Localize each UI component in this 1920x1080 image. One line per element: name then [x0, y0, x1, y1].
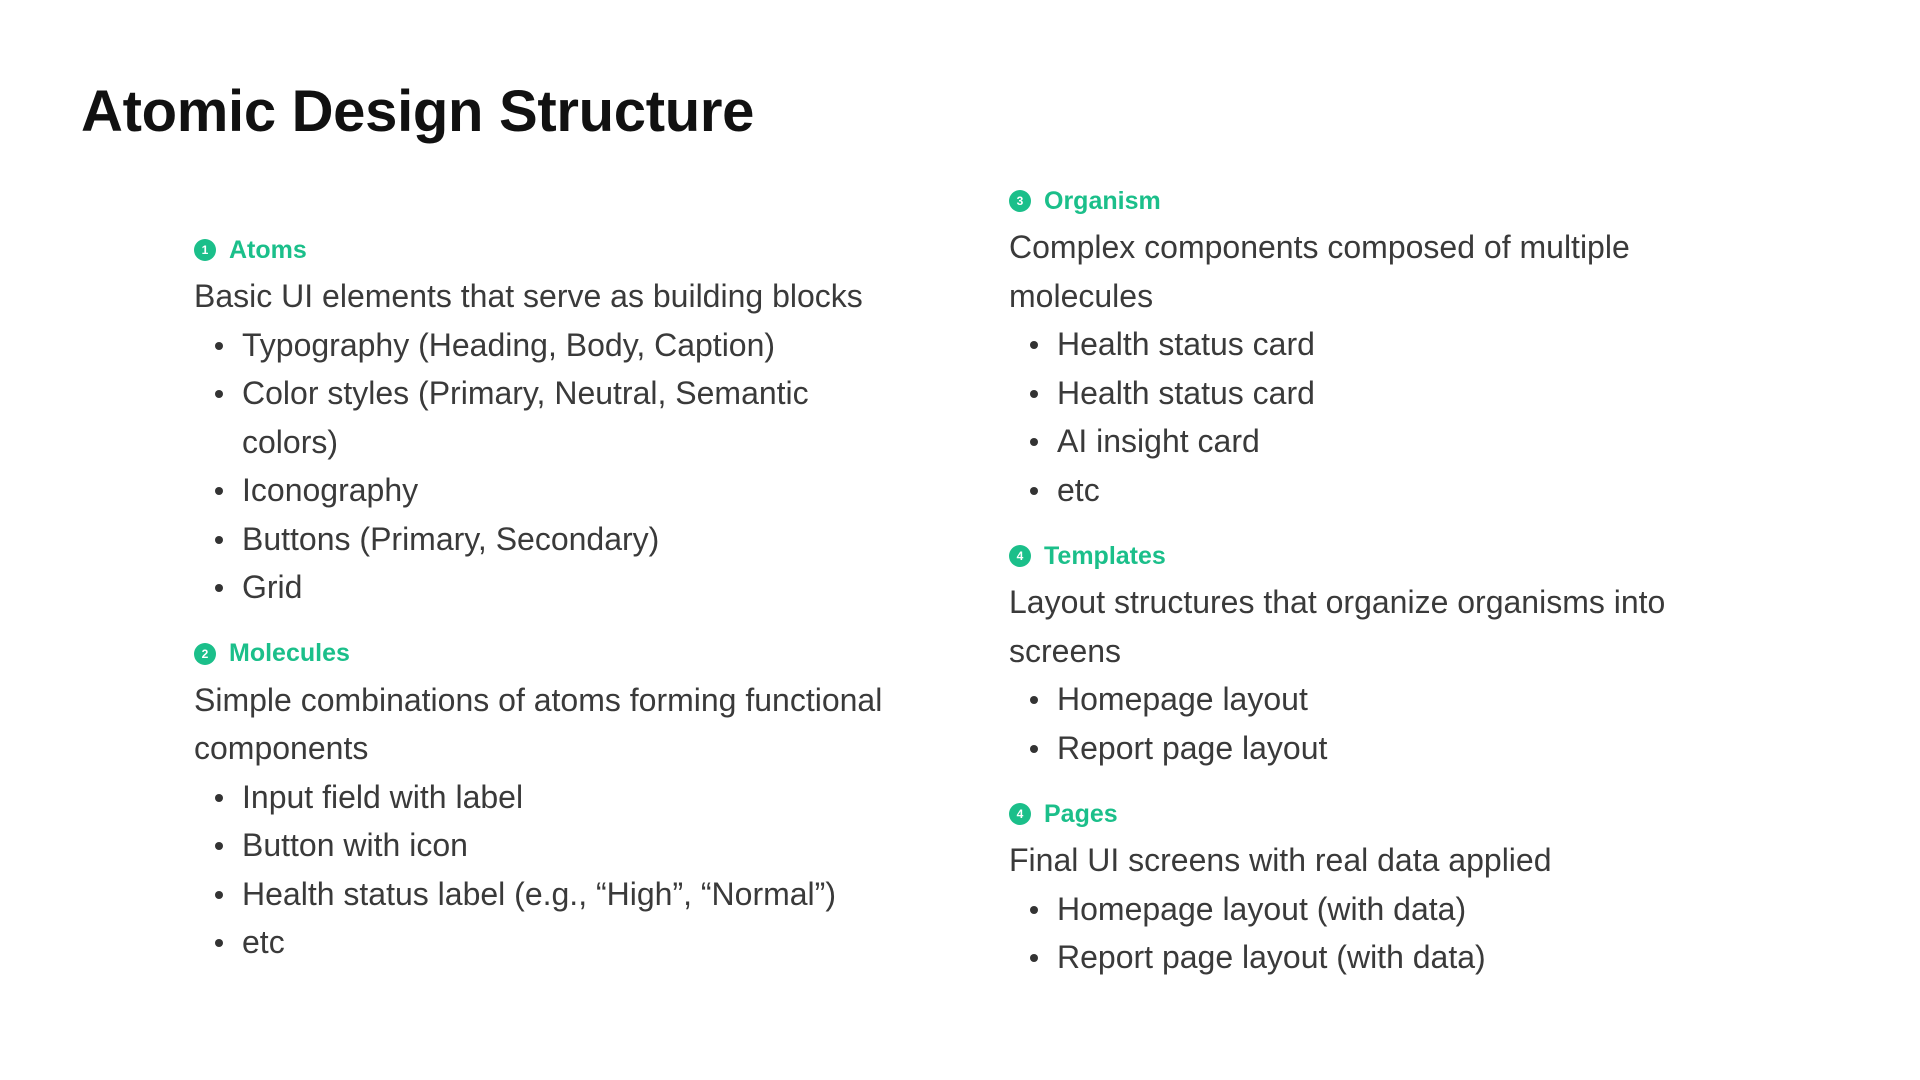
- section-title: Atoms: [229, 235, 307, 264]
- list-item: Report page layout (with data): [1057, 933, 1769, 982]
- list-item: Typography (Heading, Body, Caption): [242, 321, 902, 370]
- list-item: Homepage layout (with data): [1057, 885, 1769, 934]
- section-header: [1009, 538, 1769, 574]
- list-item: Input field with label: [242, 773, 902, 822]
- section-header: [194, 636, 954, 672]
- section-title: Molecules: [229, 639, 350, 667]
- number-badge-icon: 1: [194, 239, 216, 261]
- bullet-list: [194, 321, 954, 612]
- list-item: Health status label (e.g., “High”, “Normal”): [242, 870, 902, 919]
- list-item: Grid: [242, 563, 902, 612]
- list-item: Iconography: [242, 466, 902, 515]
- number-badge-icon: 4: [1009, 545, 1031, 567]
- section-title: Organism: [1044, 186, 1161, 215]
- list-item: Button with icon: [242, 821, 902, 870]
- section-pages: [1009, 796, 1769, 982]
- right-column: [1009, 183, 1769, 1006]
- list-item: Health status card: [1057, 320, 1769, 369]
- section-organism: [1009, 183, 1769, 514]
- number-badge-icon: 4: [1009, 803, 1031, 825]
- section-description: Final UI screens with real data applied: [1009, 842, 1552, 878]
- section-title: Templates: [1044, 541, 1166, 570]
- bullet-list: [1009, 885, 1769, 982]
- section-title: Pages: [1044, 799, 1118, 828]
- section-templates: [1009, 538, 1769, 772]
- list-item: Color styles (Primary, Neutral, Semantic colors): [242, 369, 902, 466]
- section-molecules: [194, 636, 954, 967]
- section-description: Layout structures that organize organisms into screens: [1009, 584, 1666, 669]
- list-item: etc: [1057, 466, 1769, 515]
- section-description: Simple combinations of atoms forming functional components: [194, 681, 883, 766]
- bullet-list: [1009, 320, 1769, 514]
- section-header: [1009, 183, 1769, 219]
- bullet-list: [194, 773, 954, 967]
- list-item: Health status card: [1057, 369, 1769, 418]
- number-badge-icon: 2: [194, 643, 216, 665]
- list-item: Report page layout: [1057, 724, 1769, 773]
- list-item: Homepage layout: [1057, 675, 1769, 724]
- page-title: Atomic Design Structure: [81, 79, 755, 144]
- section-header: [194, 232, 954, 268]
- section-header: [1009, 796, 1769, 832]
- list-item: AI insight card: [1057, 417, 1769, 466]
- section-atoms: [194, 232, 954, 612]
- section-description: Complex components composed of multiple molecules: [1009, 229, 1630, 314]
- list-item: Buttons (Primary, Secondary): [242, 515, 902, 564]
- left-column: [194, 232, 954, 991]
- bullet-list: [1009, 675, 1769, 772]
- list-item: etc: [242, 918, 902, 967]
- number-badge-icon: 3: [1009, 190, 1031, 212]
- section-description: Basic UI elements that serve as building blocks: [194, 278, 863, 314]
